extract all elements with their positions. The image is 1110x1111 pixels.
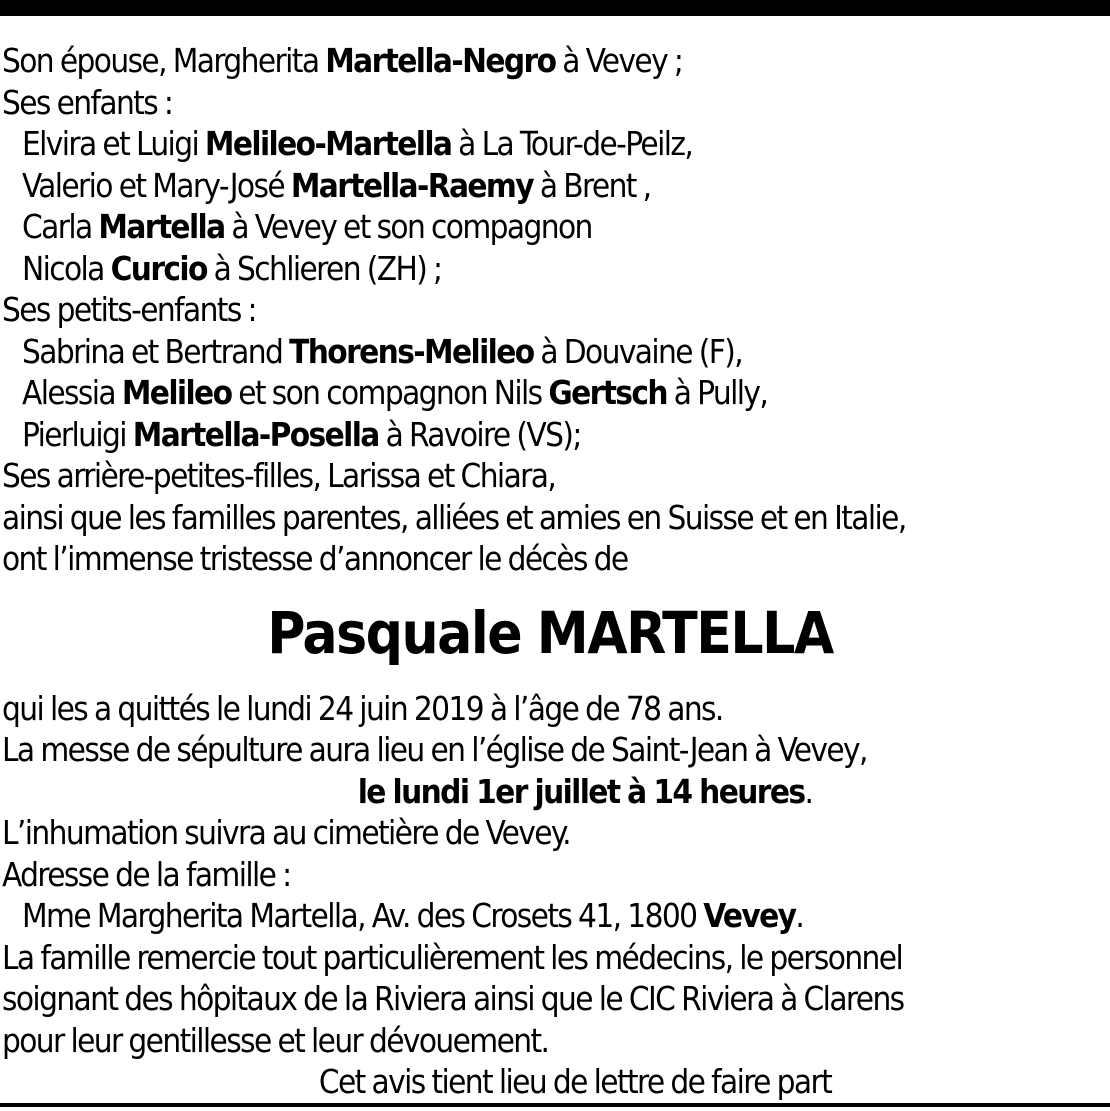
thanks-line: pour leur gentillesse et leur dévouement. (2, 1020, 549, 1060)
grandchildren-heading: Ses petits-enfants : (2, 290, 256, 329)
family-address: Mme Margherita Martella, Av. des Crosets 41, 1800 Vevey. (22, 896, 804, 935)
address-heading: Adresse de la famille : (2, 854, 291, 894)
announcement-line: ont l’immense tristesse d’annoncer le décès de (2, 539, 628, 578)
grandchild-line: Sabrina et Bertrand Thorens-Melileo à Douvaine (F), (22, 331, 743, 371)
child-line: Carla Martella à Vevey et son compagnon (22, 207, 592, 246)
children-heading: Ses enfants : (2, 82, 173, 122)
great-grandchildren-line: Ses arrière-petites-filles, Larissa et Chiara, (2, 456, 556, 495)
spouse-line: Son épouse, Margherita Martella-Negro à Vevey ; (2, 41, 683, 80)
child-line: Nicola Curcio à Schlieren (ZH) ; (22, 248, 442, 288)
grandchild-line: Pierluigi Martella-Posella à Ravoire (VS); (22, 414, 581, 454)
thanks-line: La famille remercie tout particulièrement les médecins, le personnel (2, 937, 903, 977)
bottom-rule (0, 1103, 1110, 1107)
extended-family-line: ainsi que les familles parentes, alliées et amies en Suisse et en Italie, (2, 497, 906, 537)
deceased-name: Pasquale MARTELLA (267, 598, 833, 667)
mass-line: La messe de sépulture aura lieu en l’église de Saint-Jean à Vevey, (2, 730, 867, 769)
grandchild-line: Alessia Melileo et son compagnon Nils Gertsch à Pully, (22, 373, 768, 412)
mass-time: le lundi 1er juillet à 14 heures (357, 771, 805, 811)
spouse-surname: Martella-Negro (325, 41, 556, 80)
mass-time-line: le lundi 1er juillet à 14 heures. (357, 771, 813, 811)
closing-line: Cet avis tient lieu de lettre de faire part (318, 1062, 832, 1101)
top-rule (0, 0, 1110, 16)
thanks-line: soignant des hôpitaux de la Riviera ainsi que le CIC Riviera à Clarens (2, 979, 904, 1018)
child-line: Elvira et Luigi Melileo-Martella à La Tour-de-Peilz, (22, 124, 693, 163)
child-line: Valerio et Mary-José Martella-Raemy à Brent , (22, 165, 651, 205)
address-city: Vevey (703, 896, 796, 935)
notice-body (2, 40, 1108, 1103)
burial-line: L’inhumation suivra au cimetière de Vevey. (2, 813, 571, 852)
departed-line: qui les a quittés le lundi 24 juin 2019 à l’âge de 78 ans. (2, 688, 723, 728)
